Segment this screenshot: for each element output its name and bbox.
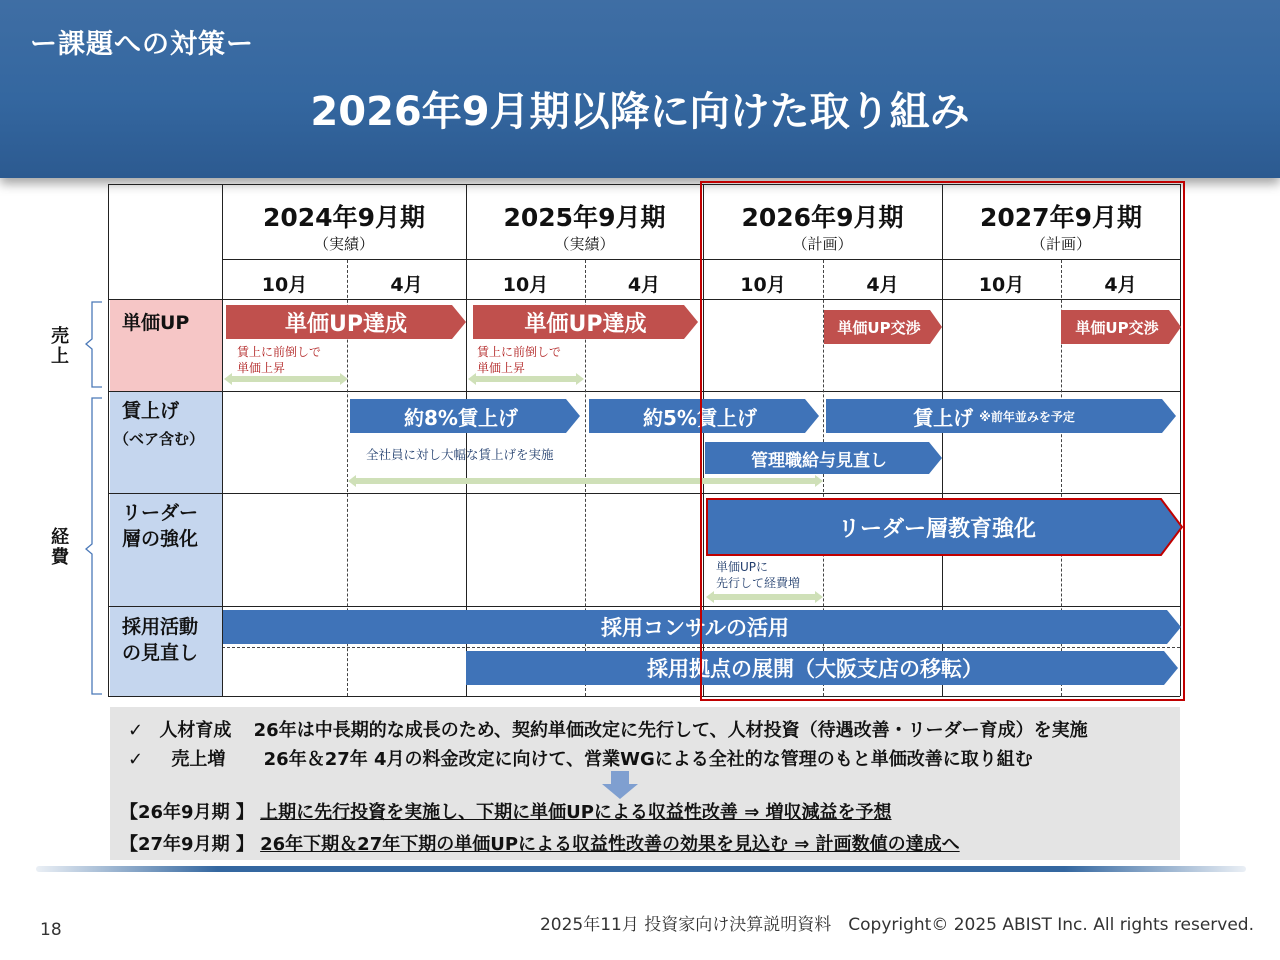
wage-8-label: 約8%賃上げ bbox=[404, 405, 518, 430]
price-note-2025 bbox=[477, 344, 561, 376]
month-header: 10月 bbox=[261, 274, 308, 296]
year-2026-sub: （計画） bbox=[792, 235, 853, 253]
year-2026: 2026年9月期 bbox=[741, 203, 904, 232]
price-nego-label-2026: 単価UP交渉 bbox=[837, 318, 921, 337]
check-icon: ✓ bbox=[128, 720, 144, 741]
page-number: 18 bbox=[40, 920, 62, 940]
footer-copyright: 2025年11月 投資家向け決算説明資料 Copyright© 2025 ABIST Inc. All rights reserved. bbox=[539, 915, 1254, 935]
summary-line-3 bbox=[120, 798, 892, 824]
leader-edu-label: リーダー層教育強化 bbox=[837, 516, 1036, 542]
summary-line-2 bbox=[128, 745, 1033, 771]
price-green-arrow-2025 bbox=[468, 373, 584, 385]
month-header: 4月 bbox=[866, 274, 899, 296]
consultant-label: 採用コンサルの活用 bbox=[601, 616, 789, 640]
month-header: 10月 bbox=[978, 274, 1025, 296]
price-note-2025-line2: 単価上昇 bbox=[477, 361, 526, 375]
wage-5-label: 約5%賃上げ bbox=[643, 405, 757, 430]
year-2025: 2025年9月期 bbox=[503, 203, 666, 232]
year-2027-sub: （計画） bbox=[1030, 235, 1091, 253]
month-header: 4月 bbox=[390, 274, 423, 296]
price-note-2025-line1: 賃上に前倒しで bbox=[477, 345, 562, 359]
price-nego-label-2027: 単価UP交渉 bbox=[1075, 318, 1159, 337]
price-green-arrow-2024 bbox=[224, 373, 348, 385]
month-header: 4月 bbox=[1104, 274, 1137, 296]
row-label-leader-1: リーダー bbox=[122, 502, 199, 524]
summary-line-4-text: 26年下期＆27年下期の単価UPによる収益性改善の効果を見込む ⇒ 計画数値の達成へ bbox=[260, 834, 960, 855]
row-label-recruit-1: 採用活動 bbox=[122, 616, 199, 638]
price-up-label-2024: 単価UP達成 bbox=[285, 311, 407, 337]
price-note-2024-line1: 賃上に前倒しで bbox=[237, 345, 322, 359]
wage-future-note: ※前年並みを予定 bbox=[979, 409, 1075, 424]
row-label-leader-2: 層の強化 bbox=[122, 528, 199, 550]
month-header: 10月 bbox=[740, 274, 786, 296]
plan-period-highlight bbox=[700, 181, 1185, 701]
summary-line-2-label: 売上増 bbox=[171, 749, 226, 770]
summary-line-3-text: 上期に先行投資を実施し、下期に単価UPによる収益性改善 ⇒ 増収減益を予想 bbox=[260, 802, 892, 823]
summary-line-3-label: 【26年9月期 】 bbox=[120, 802, 254, 823]
leader-note-line1: 単価UPに bbox=[716, 560, 769, 574]
side-brackets bbox=[80, 296, 110, 698]
summary-line-1-text: 26年は中長期的な成長のため、契約単価改定に先行して、人材投資（待遇改善・リーダー育成）を実施 bbox=[253, 720, 1088, 741]
price-note-2024 bbox=[237, 344, 321, 376]
price-note-2024-line2: 単価上昇 bbox=[237, 361, 286, 375]
side-label-expenses: 経費 bbox=[51, 527, 69, 568]
footer-divider bbox=[36, 866, 1246, 872]
row-sub-wage: （ベア含む） bbox=[114, 430, 205, 448]
office-label: 採用拠点の展開（大阪支店の移転） bbox=[647, 657, 983, 681]
price-up-label-2025: 単価UP達成 bbox=[524, 311, 647, 337]
month-header: 10月 bbox=[502, 274, 549, 296]
summary-line-1 bbox=[128, 716, 1088, 742]
row-label-wage: 賃上げ bbox=[122, 400, 180, 422]
summary-line-4-label: 【27年9月期 】 bbox=[120, 834, 254, 855]
mgmt-salary-label: 管理職給与見直し bbox=[751, 450, 887, 471]
wage-note: 全社員に対し大幅な賃上げを実施 bbox=[366, 447, 554, 462]
page-title: 2026年9月期以降に向けた取り組み bbox=[310, 89, 970, 135]
summary-line-2-text: 26年＆27年 4月の料金改定に向けて、営業WGによる全社的な管理のもと単価改善に取り組む bbox=[263, 749, 1033, 770]
section-label: ー課題への対策ー bbox=[30, 29, 254, 60]
check-icon: ✓ bbox=[128, 749, 144, 770]
row-label-recruit-2: の見直し bbox=[122, 642, 199, 664]
month-header: 4月 bbox=[627, 274, 661, 296]
row-label-unit-price: 単価UP bbox=[122, 312, 190, 334]
wage-future-text: 賃上げ bbox=[913, 405, 974, 430]
header-banner bbox=[0, 0, 1280, 178]
summary-line-4 bbox=[120, 830, 960, 856]
year-2024-sub: （実績） bbox=[313, 235, 374, 253]
leader-note-line2: 先行して経費増 bbox=[716, 576, 801, 590]
year-2027: 2027年9月期 bbox=[980, 203, 1142, 232]
summary-line-1-label: 人材育成 bbox=[159, 720, 232, 741]
down-arrow-icon bbox=[602, 771, 638, 799]
year-2025-sub: （実績） bbox=[554, 235, 615, 253]
side-label-sales: 売上 bbox=[51, 326, 69, 367]
year-2024: 2024年9月期 bbox=[263, 203, 425, 232]
